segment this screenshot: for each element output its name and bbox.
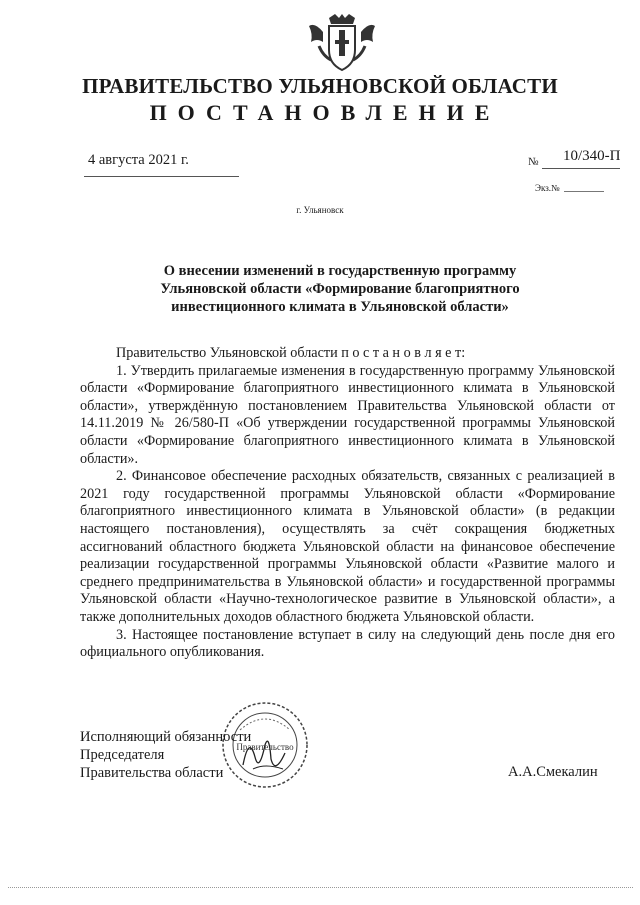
signatory-line: Исполняющий обязанности (80, 729, 252, 745)
document-body (80, 345, 615, 662)
footer-divider (8, 887, 633, 888)
coat-of-arms-icon (305, 12, 379, 74)
number-sign: № (528, 156, 539, 168)
document-number: 10/340-П (563, 148, 621, 164)
heading-line: Ульяновской области «Формирование благоприятного (160, 281, 520, 297)
government-title: ПРАВИТЕЛЬСТВО УЛЬЯНОВСКОЙ ОБЛАСТИ (82, 74, 558, 98)
number-underline (542, 168, 620, 169)
signatory-position (80, 728, 251, 782)
signatory-line: Правительства области (80, 765, 224, 781)
signatory-line: Председателя (80, 747, 165, 763)
paragraph-1: 1. Утвердить прилагаемые изменения в государственную программу Ульяновской области «Формирование благоприятного инвестиционного климата в Ульяновской области», утверждённую постановлением Правительства Ульяновской области от 14.11.2019 № 26/580-П «Об утверждении государственной программы Ульяновской области «Формирование благоприятного инвестиционного климата в Ульяновской области». (80, 362, 615, 467)
date-underline (84, 176, 239, 177)
paragraph-3: 3. Настоящее постановление вступает в силу на следующий день после дня его официального опубликования. (80, 626, 615, 661)
document-heading (130, 262, 550, 316)
heading-line: инвестиционного климата в Ульяновской области» (171, 299, 509, 315)
city-label: г. Ульяновск (296, 205, 344, 215)
signatory-name: А.А.Смекалин (508, 764, 598, 780)
intro-paragraph: Правительство Ульяновской области п о с т а н о в л я е т: (116, 345, 466, 361)
heading-line: О внесении изменений в государственную программу (163, 263, 517, 279)
document-type: ПОСТАНОВЛЕНИЕ (149, 100, 501, 125)
paragraph-2: 2. Финансовое обеспечение расходных обязательств, связанных с реализацией в 2021 году государственной программы Ульяновской области «Формирование благоприятного инвестиционного климата в Ульяновской области» (в редакции настоящего постановления), осуществлять за счёт сокращения бюджетных ассигнований областного бюджета Ульяновской области на финансовое обеспечение реализации государственной программы Ульяновской области «Развитие малого и среднего предпринимательства в Ульяновской области» и государственной программы Ульяновской области «Научно-технологическое развитие в Ульяновской области», а также дополнительных доходов областного бюджета Ульяновской области. (80, 468, 615, 625)
copy-number-underline (564, 191, 604, 192)
stamp-text: Правительство (236, 742, 294, 752)
copy-number-label: Экз.№ (535, 183, 560, 193)
document-date: 4 августа 2021 г. (88, 152, 189, 168)
